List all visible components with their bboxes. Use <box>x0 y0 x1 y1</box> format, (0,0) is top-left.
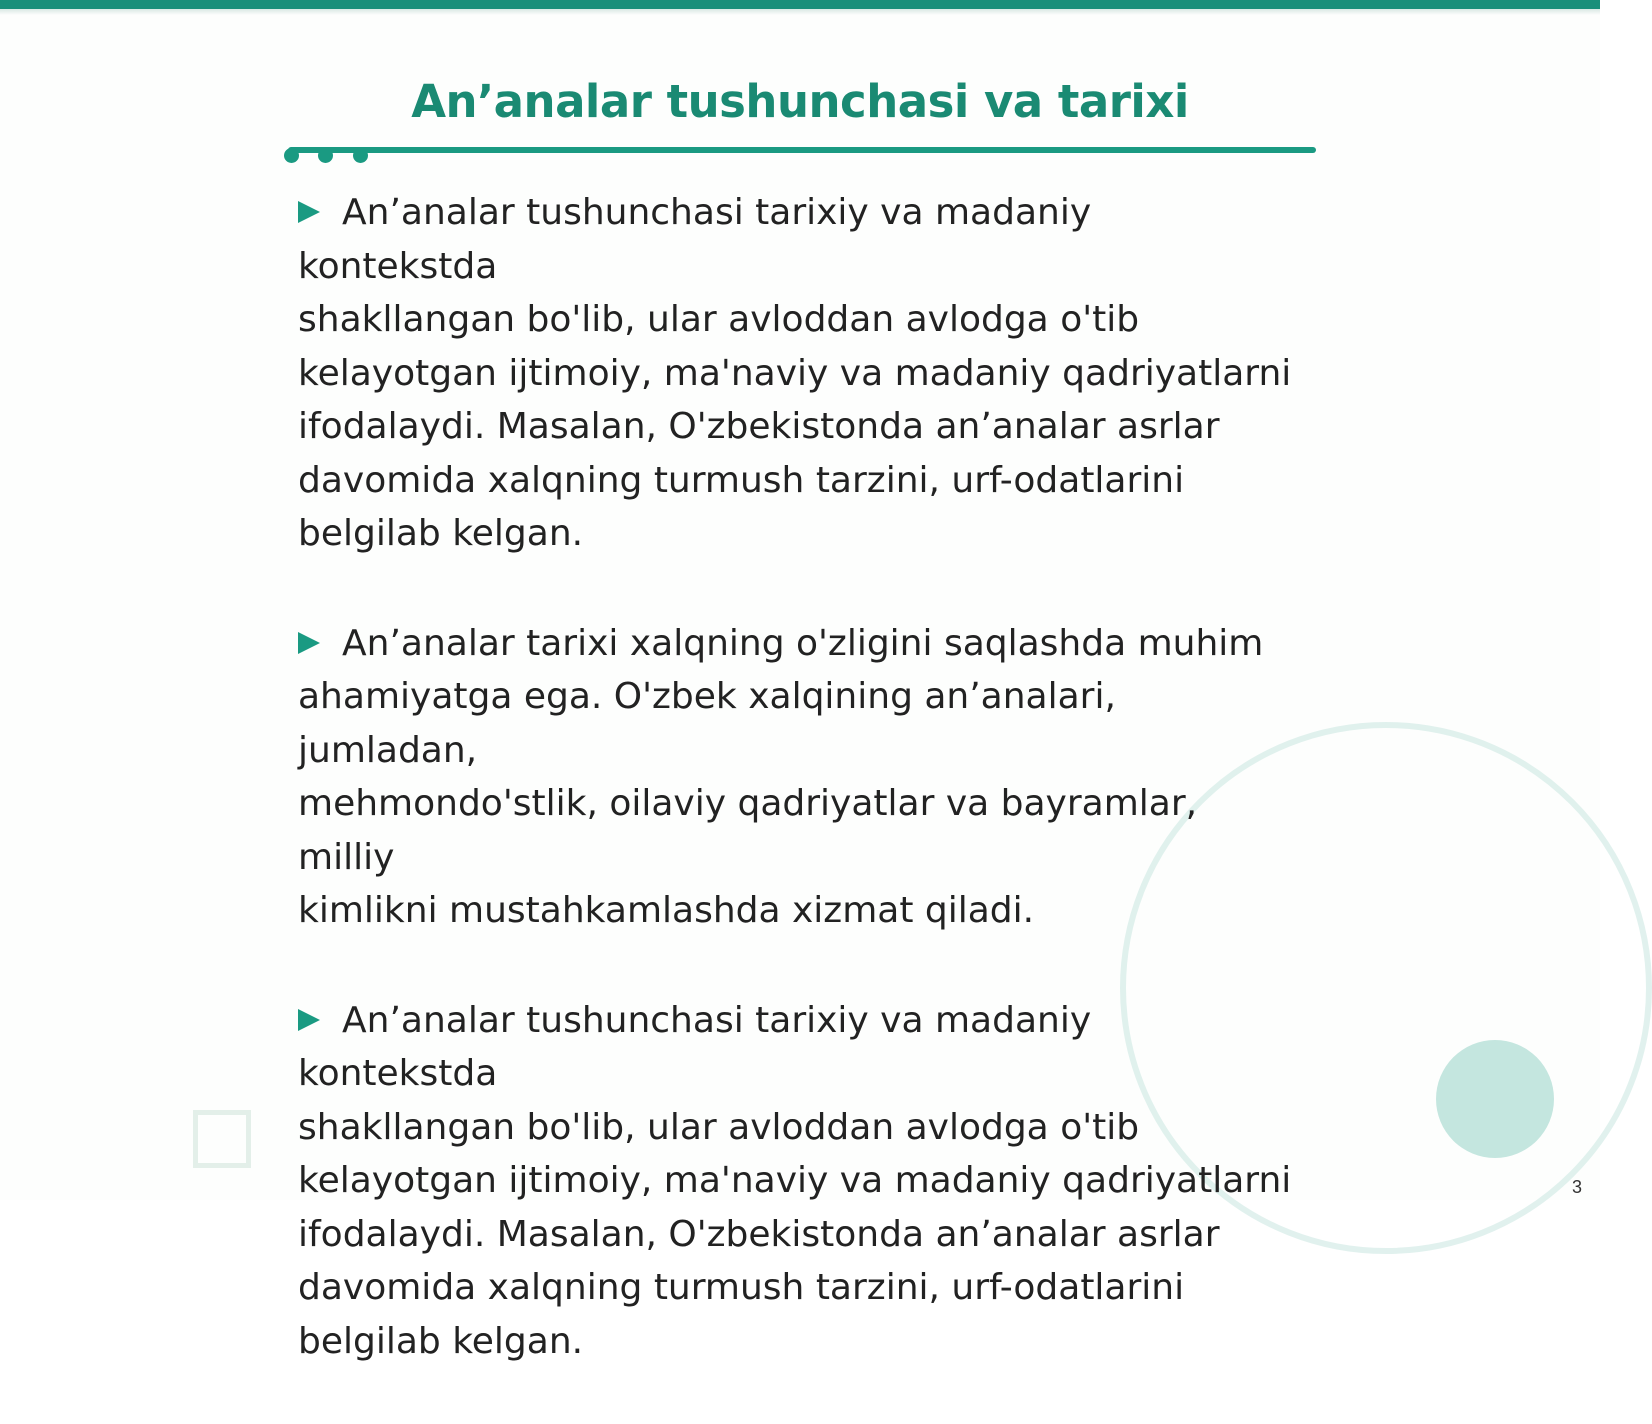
paragraph-text: An’analar tushunchasi tarixiy va madaniy kontekstda shakllangan bo'lib, ular avloddan avlodga o'tib kelayotgan ijtimoiy, ma'naviy va madaniy qadriyatlarni ifodalaydi. Masalan, O'zbekistonda an’analar asrlar davomida xalqning turmush tarzini, urf-odatlarini belgilab kelgan. <box>298 999 1292 1362</box>
bullet-paragraph <box>298 994 1298 1369</box>
decorative-circle-filled <box>1436 1040 1554 1158</box>
title-underline <box>288 147 1316 153</box>
triangle-right-icon <box>298 201 320 223</box>
decorative-square-outline <box>193 1110 251 1168</box>
top-bar-shadow <box>0 9 1600 15</box>
underline-dot-icon <box>353 148 368 163</box>
top-accent-bar <box>0 0 1600 9</box>
bullet-paragraph <box>298 617 1298 938</box>
paragraph-text: An’analar tarixi xalqning o'zligini saqlashda muhim ahamiyatga ega. O'zbek xalqining an’analari, jumladan, mehmondo'stlik, oilaviy qadriyatlar va bayramlar, milliy kimlikni mustahkamlashda xizmat qiladi. <box>298 622 1264 931</box>
paragraph-text: An’analar tushunchasi tarixiy va madaniy kontekstda shakllangan bo'lib, ular avloddan avlodga o'tib kelayotgan ijtimoiy, ma'naviy va madaniy qadriyatlarni ifodalaydi. Masalan, O'zbekistonda an’analar asrlar davomida xalqning turmush tarzini, urf-odatlarini belgilab kelgan. <box>298 192 1292 554</box>
triangle-right-icon <box>298 632 320 654</box>
triangle-right-icon <box>298 1009 320 1031</box>
underline-dot-icon <box>318 148 333 163</box>
slide-title: An’analar tushunchasi va tarixi <box>411 75 1189 128</box>
slide-body <box>298 186 1298 1424</box>
page-number: 3 <box>1571 1177 1582 1197</box>
bullet-paragraph <box>298 186 1298 561</box>
underline-dot-icon <box>284 148 299 163</box>
